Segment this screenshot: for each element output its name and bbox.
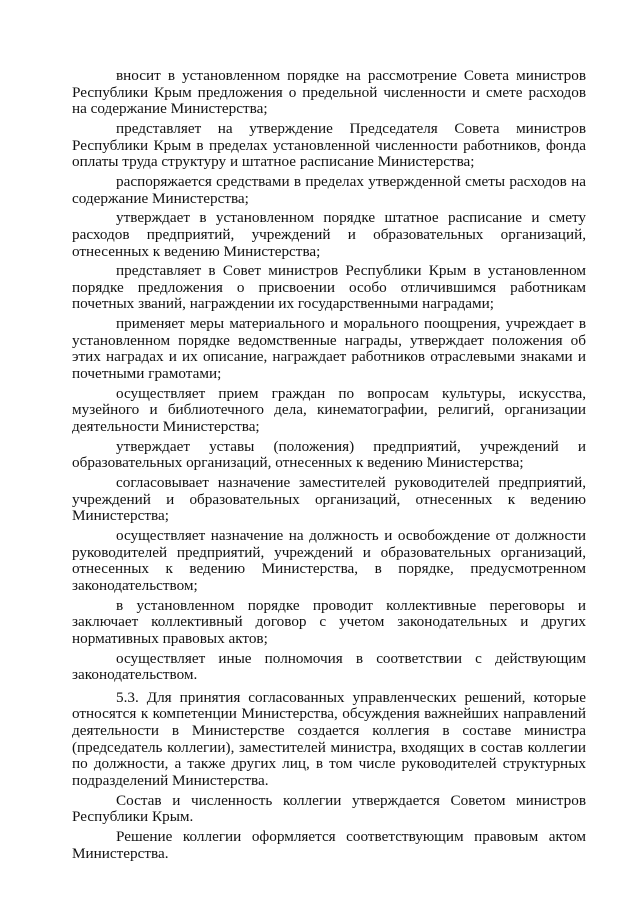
paragraph-honorary-titles: представляет в Совет министров Республики Крым в установленном порядке предложения о присвоении особо отличившимся работникам почетных званий, награждении их государственными наградами; xyxy=(72,262,586,313)
section-5-3: 5.3. Для принятия согласованных управленческих решений, которые относятся к компетенции Министерства, обсуждения важнейших направлений деятельности в Министерстве создается коллегия в составе министра (председатель коллегии), заместителей министра, входящих в состав коллегии по должности, а также других лиц, в том числе руководителей структурных подразделений Министерства. xyxy=(72,688,586,789)
paragraph-collective-agreement: в установленном порядке проводит коллективные переговоры и заключает коллективный договор с учетом законодательных и других нормативных правовых актов; xyxy=(72,596,586,647)
paragraph-other-powers: осуществляет иные полномочия в соответствии с действующим законодательством. xyxy=(72,649,586,684)
paragraph-board-decision: Решение коллегии оформляется соответствующим правовым актом Министерства. xyxy=(72,827,586,862)
paragraph-citizen-reception: осуществляет прием граждан по вопросам культуры, искусства, музейного и библиотечного дела, кинематографии, религий, организации деятельности Министерства; xyxy=(72,384,586,435)
paragraph-submit-estimate: вносит в установленном порядке на рассмотрение Совета министров Республики Крым предложения о предельной численности и смете расходов на содержание Министерства; xyxy=(72,67,586,118)
paragraph-appoint-heads: осуществляет назначение на должность и освобождение от должности руководителей предприятий, учреждений и образовательных организаций, отнесенных к ведению Министерства, в порядке, предусмотренном законодательством; xyxy=(72,527,586,594)
paragraph-manage-funds: распоряжается средствами в пределах утвержденной сметы расходов на содержание Министерства; xyxy=(72,172,586,207)
document-body xyxy=(72,68,586,865)
paragraph-incentives: применяет меры материального и морального поощрения, учреждает в установленном порядке ведомственные награды, утверждает положения об этих наградах и их описание, награждает работников отраслевыми знаками и почетными грамотами; xyxy=(72,315,586,383)
paragraph-board-composition: Состав и численность коллегии утверждается Советом министров Республики Крым. xyxy=(72,791,586,826)
paragraph-staff-structure: представляет на утверждение Председателя Совета министров Республики Крым в пределах установленной численности работников, фонда оплаты труда структуру и штатное расписание Министерства; xyxy=(72,119,586,171)
paragraph-approve-deputies: согласовывает назначение заместителей руководителей предприятий, учреждений и образовательных организаций, отнесенных к ведению Министерства; xyxy=(72,474,586,525)
paragraph-approve-staffing: утверждает в установленном порядке штатное расписание и смету расходов предприятий, учреждений и образовательных организаций, отнесенных к ведению Министерства; xyxy=(72,209,586,260)
paragraph-approve-statutes: утверждает уставы (положения) предприятий, учреждений и образовательных организаций, отнесенных к ведению Министерства; xyxy=(72,437,586,472)
